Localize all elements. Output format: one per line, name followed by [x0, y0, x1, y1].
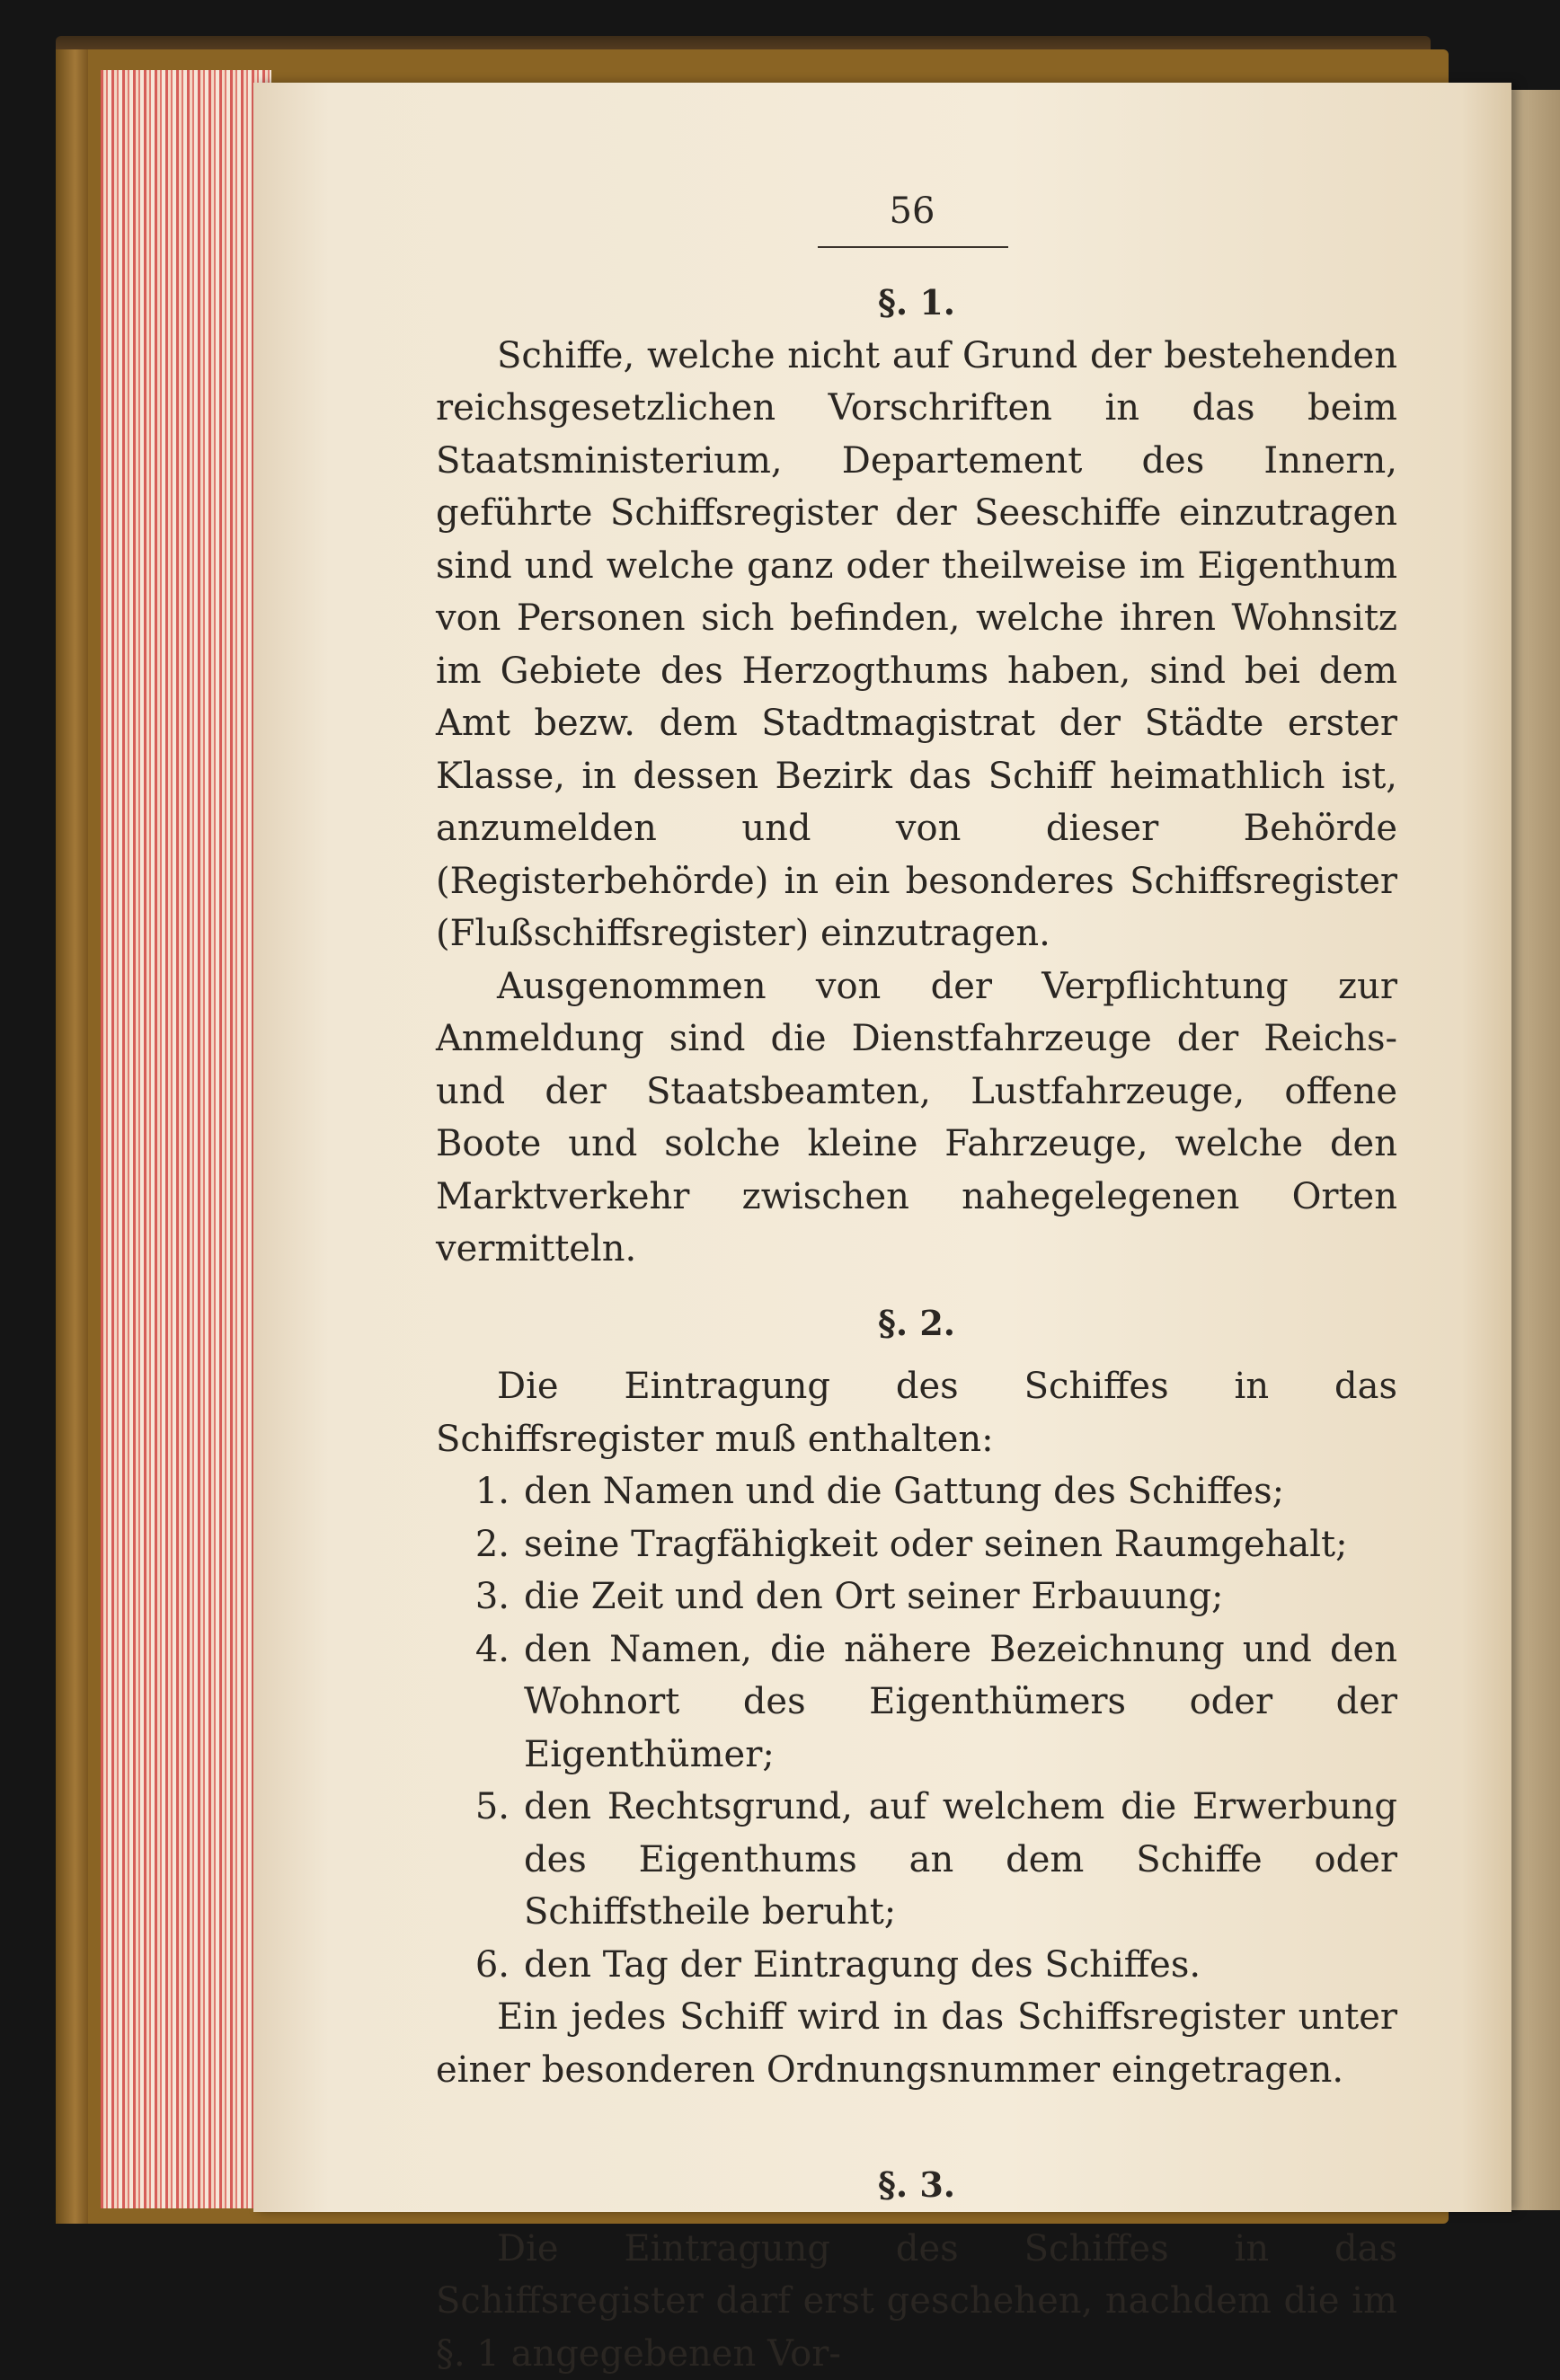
list-item [436, 1781, 1397, 1939]
list-text: die Zeit und den Ort seiner Erbauung; [524, 1570, 1397, 1624]
requirements-list [436, 1465, 1397, 1991]
section-heading: §. 1. [436, 277, 1397, 330]
list-text: den Namen und die Gattung des Schiffes; [524, 1465, 1397, 1518]
list-item [436, 1939, 1397, 1992]
list-number: 2. [436, 1518, 524, 1571]
list-number: 4. [436, 1624, 524, 1782]
list-item [436, 1518, 1397, 1571]
facing-page-edge [1506, 90, 1560, 2210]
list-number: 6. [436, 1939, 524, 1992]
list-number: 3. [436, 1570, 524, 1624]
list-item [436, 1465, 1397, 1518]
list-number: 1. [436, 1465, 524, 1518]
paragraph: Die Eintragung des Schiffes in das Schiffsregister muß enthalten: [436, 1360, 1397, 1465]
section-heading: §. 2. [436, 1297, 1397, 1350]
list-item [436, 1624, 1397, 1782]
paragraph: Die Eintragung des Schiffes in das Schiffsregister darf erst geschehen, nachdem die im §. 1 angegebenen Vor- [436, 2223, 1397, 2380]
paragraph: Schiffe, welche nicht auf Grund der bestehenden reichsgesetzlichen Vorschriften in das beim Staatsministerium, Departement des Innern, geführte Schiffsregister der Seeschiffe einzutragen sind und welche ganz oder theilweise im Eigenthum von Personen sich befinden, welche ihren Wohnsitz im Gebiete des Herzogthums haben, sind bei dem Amt bezw. dem Stadtmagistrat der Städte erster Klasse, in dessen Bezirk das Schiff heimathlich ist, anzumelden und von dieser Behörde (Registerbehörde) in ein besonderes Schiffsregister (Flußschiffsregister) einzutragen. [436, 330, 1397, 960]
page-edges [101, 70, 271, 2208]
list-number: 5. [436, 1781, 524, 1939]
page-number: 56 [813, 190, 1011, 232]
list-text: den Namen, die nähere Bezeichnung und den Wohnort des Eigenthümers oder der Eigenthümer; [524, 1624, 1397, 1782]
list-text: den Rechtsgrund, auf welchem die Erwerbung des Eigenthums an dem Schiffe oder Schiffstheile beruht; [524, 1781, 1397, 1939]
list-text: den Tag der Eintragung des Schiffes. [524, 1939, 1397, 1992]
list-text: seine Tragfähigkeit oder seinen Raumgehalt; [524, 1518, 1397, 1571]
page-text [436, 180, 1397, 2380]
list-item [436, 1570, 1397, 1624]
paragraph: Ein jedes Schiff wird in das Schiffsregister unter einer besonderen Ordnungsnummer eingetragen. [436, 1991, 1397, 2096]
book-cover-edge [56, 49, 88, 2224]
paragraph: Ausgenommen von der Verpflichtung zur Anmeldung sind die Dienstfahrzeuge der Reichs- und der Staatsbeamten, Lustfahrzeuge, offene Boote und solche kleine Fahrzeuge, welche den Marktverkehr zwischen nahegelegenen Orten vermitteln. [436, 960, 1397, 1276]
section-heading: §. 3. [436, 2159, 1397, 2212]
